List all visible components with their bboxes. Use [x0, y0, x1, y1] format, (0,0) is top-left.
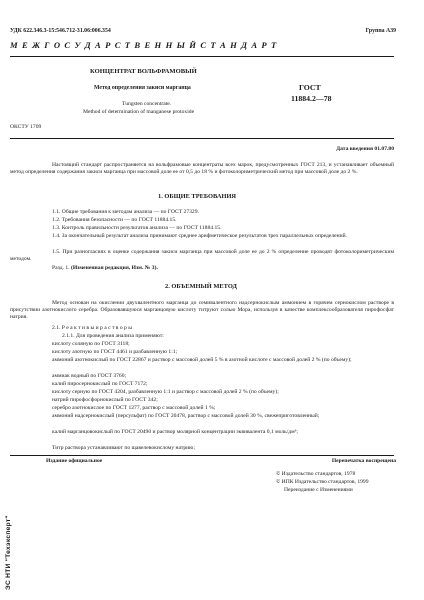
- copyright-1978: © Издательство стандартов, 1978: [276, 471, 356, 477]
- amendment-prefix: Разд. 1.: [52, 265, 71, 271]
- title-english-2: Method of determination of manganese protoxide: [83, 109, 195, 115]
- udk-code: УДК 622.346.3-15:546.712-31.06:006.354: [10, 28, 111, 34]
- group-code: Группа А39: [365, 28, 396, 34]
- reagent-4: аммиак водный по ГОСТ 3760;: [52, 373, 127, 379]
- clause-2-1-1: 2.1.1. Для проведения анализа применяют:: [62, 333, 164, 339]
- okstu-code: ОКСТУ 1709: [10, 124, 42, 130]
- reagent-5: калий пиросернокислый по ГОСТ 7172;: [52, 381, 148, 387]
- reagent-7: натрий пирофосфорнокислый по ГОСТ 342;: [52, 397, 158, 403]
- side-watermark: ЭС НТИ "Техэксперт": [5, 515, 12, 590]
- header-rule: [10, 56, 394, 57]
- reagent-2: кислоту азотную по ГОСТ 4461 и разбавленную 1:1;: [52, 349, 178, 355]
- footer-rule: [10, 455, 394, 456]
- clause-1-5: 1.5. При разногласиях в оценке содержания закиси марганца при массовой доле ее до 2 % определение проводят фотоколориметрическим методом.: [10, 249, 394, 263]
- intro-paragraph: Настоящий стандарт распространяется на вольфрамовые концентраты всех марок, предусмотренных ГОСТ 213, и устанавливает объемный метод определения содержания закиси марганца при массовой доле ее от 0,5 до 18 % и фотоколориметрический метод при массовой доле до 2 %.: [10, 162, 394, 176]
- standard-banner: М Е Ж Г О С У Д А Р С Т В Е Н Н Ы Й С Т А Н Д А Р Т: [10, 40, 278, 50]
- introduction-date: Дата введения 01.07.80: [336, 146, 394, 152]
- reagent-9: аммоний надсернокислый (персульфат) по ГОСТ 20478, раствор с массовой долей 30 %, свежеприготовленный;: [52, 413, 320, 419]
- section-2-heading: 2. ОБЪЕМНЫЙ МЕТОД: [165, 283, 237, 290]
- reagent-10: калий марганцовокислый по ГОСТ 20490 и раствор молярной концентрации эквивалента 0,1 моль/дм³;: [52, 429, 298, 435]
- copyright-1999: © ИПК Издательство стандартов, 1999: [276, 479, 369, 485]
- amendment-note: [52, 265, 158, 272]
- gost-number: 11884.2—78: [291, 94, 332, 103]
- clause-1-4: 1.4. За окончательный результат анализа принимают среднее арифметическое результатов трех параллельных определений.: [52, 233, 348, 239]
- reagent-3: аммоний азотнокислый по ГОСТ 22867 и раствор с массовой долей 5 % в азотной кислоте с массовой долей 2 % (по объему);: [52, 357, 352, 363]
- document-subtitle: Метод определения закиси марганца: [94, 85, 191, 91]
- document-title: КОНЦЕНТРАТ ВОЛЬФРАМОВЫЙ: [90, 68, 197, 75]
- reagent-8: серебро азотнокислое по ГОСТ 1277, раствор с массовой долей 1 %;: [52, 405, 216, 411]
- method-description: Метод основан на окислении двухвалентного марганца до семивалентного надсернокислым аммонием в горячем сернокислом растворе в присутствии азотнокислого серебра. Образовавшуюся марганцовую кислоту титруют солью Мора, используя в качестве комплексообразователя пирофосфат натрия.: [10, 300, 394, 321]
- reprint-prohibited: Перепечатка воспрещена: [331, 458, 396, 464]
- title-english-1: Tungsten concentrate.: [122, 101, 172, 107]
- title-rule: [10, 138, 394, 139]
- official-edition: Издание официальное: [46, 458, 103, 464]
- amendment-bold: (Измененная редакция, Изм. № 3).: [70, 265, 158, 271]
- clause-2-1: 2.1. Р е а к т и в ы и р а с т в о р ы: [52, 325, 132, 331]
- clause-1-2: 1.2. Требования безопасности — по ГОСТ 11884.15.: [52, 217, 177, 223]
- gost-label: ГОСТ: [299, 83, 321, 92]
- clause-1-3: 1.3. Контроль правильности результатов анализа — по ГОСТ 11884.15.: [52, 225, 222, 231]
- reagent-6: кислоту серную по ГОСТ 4204, разбавленную 1:1 и раствор с массовой долей 2 % (по объему);: [52, 389, 279, 395]
- reagent-1: кислоту соляную по ГОСТ 3118;: [52, 341, 130, 347]
- reagent-11: Титр раствора устанавливают по щавелевокислому натрию;: [52, 445, 195, 451]
- reissue-note: Переиздание с Изменениями: [284, 487, 353, 493]
- clause-1-1: 1.1. Общие требования к методам анализа — по ГОСТ 27329.: [52, 209, 199, 215]
- section-1-heading: 1. ОБЩИЕ ТРЕБОВАНИЯ: [158, 193, 237, 200]
